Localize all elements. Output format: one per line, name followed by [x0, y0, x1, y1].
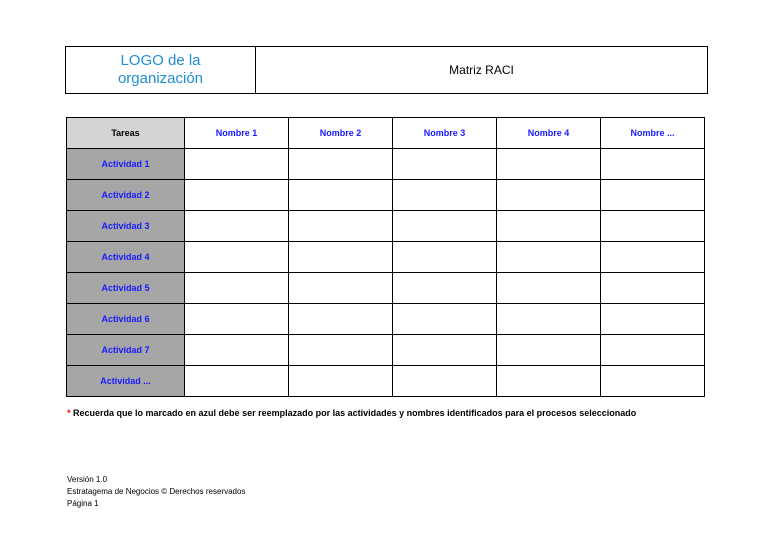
page-number: Página 1: [67, 499, 99, 508]
table-row: [67, 273, 705, 304]
activity-label: Actividad 2: [67, 180, 185, 211]
table-row: [67, 304, 705, 335]
activity-label: Actividad ...: [67, 366, 185, 397]
raci-cell[interactable]: [393, 149, 497, 180]
column-header-nombre-1: Nombre 1: [185, 118, 289, 149]
raci-cell[interactable]: [393, 366, 497, 397]
raci-cell[interactable]: [393, 304, 497, 335]
logo-text: [96, 52, 226, 88]
raci-cell[interactable]: [497, 211, 601, 242]
raci-cell[interactable]: [185, 304, 289, 335]
raci-cell[interactable]: [497, 180, 601, 211]
raci-cell[interactable]: [497, 242, 601, 273]
logo-line-1: LOGO de la: [120, 52, 201, 69]
raci-matrix-table: [66, 117, 705, 397]
document-title: Matriz RACI: [449, 63, 514, 77]
activity-label: Actividad 6: [67, 304, 185, 335]
raci-cell[interactable]: [601, 180, 705, 211]
raci-cell[interactable]: [185, 335, 289, 366]
raci-cell[interactable]: [289, 211, 393, 242]
column-header-nombre-more: Nombre ...: [601, 118, 705, 149]
column-header-nombre-2: Nombre 2: [289, 118, 393, 149]
raci-cell[interactable]: [601, 304, 705, 335]
instruction-note: [67, 408, 636, 418]
raci-cell[interactable]: [185, 273, 289, 304]
raci-cell[interactable]: [497, 273, 601, 304]
raci-cell[interactable]: [289, 180, 393, 211]
raci-cell[interactable]: [601, 149, 705, 180]
document-header: [65, 46, 708, 94]
raci-cell[interactable]: [497, 366, 601, 397]
table-row: [67, 242, 705, 273]
activity-label: Actividad 1: [67, 149, 185, 180]
raci-cell[interactable]: [497, 304, 601, 335]
raci-cell[interactable]: [497, 335, 601, 366]
raci-cell[interactable]: [601, 242, 705, 273]
raci-cell[interactable]: [393, 273, 497, 304]
raci-cell[interactable]: [497, 149, 601, 180]
raci-cell[interactable]: [289, 242, 393, 273]
version-text: Versión 1.0: [67, 475, 108, 484]
column-header-nombre-3: Nombre 3: [393, 118, 497, 149]
raci-cell[interactable]: [289, 149, 393, 180]
raci-cell[interactable]: [393, 335, 497, 366]
logo-placeholder: [66, 47, 256, 93]
copyright-text: Estratagema de Negocios © Derechos reservados: [67, 487, 246, 496]
raci-cell[interactable]: [601, 211, 705, 242]
table-row: [67, 149, 705, 180]
raci-cell[interactable]: [289, 335, 393, 366]
activity-label: Actividad 5: [67, 273, 185, 304]
raci-cell[interactable]: [393, 242, 497, 273]
table-row: [67, 180, 705, 211]
raci-cell[interactable]: [185, 180, 289, 211]
activity-label: Actividad 3: [67, 211, 185, 242]
raci-cell[interactable]: [601, 273, 705, 304]
column-header-nombre-4: Nombre 4: [497, 118, 601, 149]
table-row: [67, 366, 705, 397]
raci-cell[interactable]: [393, 211, 497, 242]
raci-cell[interactable]: [601, 335, 705, 366]
raci-cell[interactable]: [601, 366, 705, 397]
table-row: [67, 335, 705, 366]
raci-cell[interactable]: [185, 149, 289, 180]
activity-label: Actividad 7: [67, 335, 185, 366]
table-header-row: [67, 118, 705, 149]
raci-cell[interactable]: [289, 366, 393, 397]
asterisk-marker: *: [67, 408, 71, 418]
table-row: [67, 211, 705, 242]
raci-cell[interactable]: [185, 366, 289, 397]
instruction-text: Recuerda que lo marcado en azul debe ser reemplazado por las actividades y nombres identificados para el procesos seleccionado: [70, 408, 637, 418]
raci-cell[interactable]: [185, 242, 289, 273]
raci-cell[interactable]: [289, 273, 393, 304]
activity-label: Actividad 4: [67, 242, 185, 273]
tareas-header: Tareas: [67, 118, 185, 149]
raci-cell[interactable]: [185, 211, 289, 242]
raci-cell[interactable]: [289, 304, 393, 335]
document-footer: [67, 474, 245, 510]
logo-line-2: organización: [117, 70, 204, 87]
raci-cell[interactable]: [393, 180, 497, 211]
